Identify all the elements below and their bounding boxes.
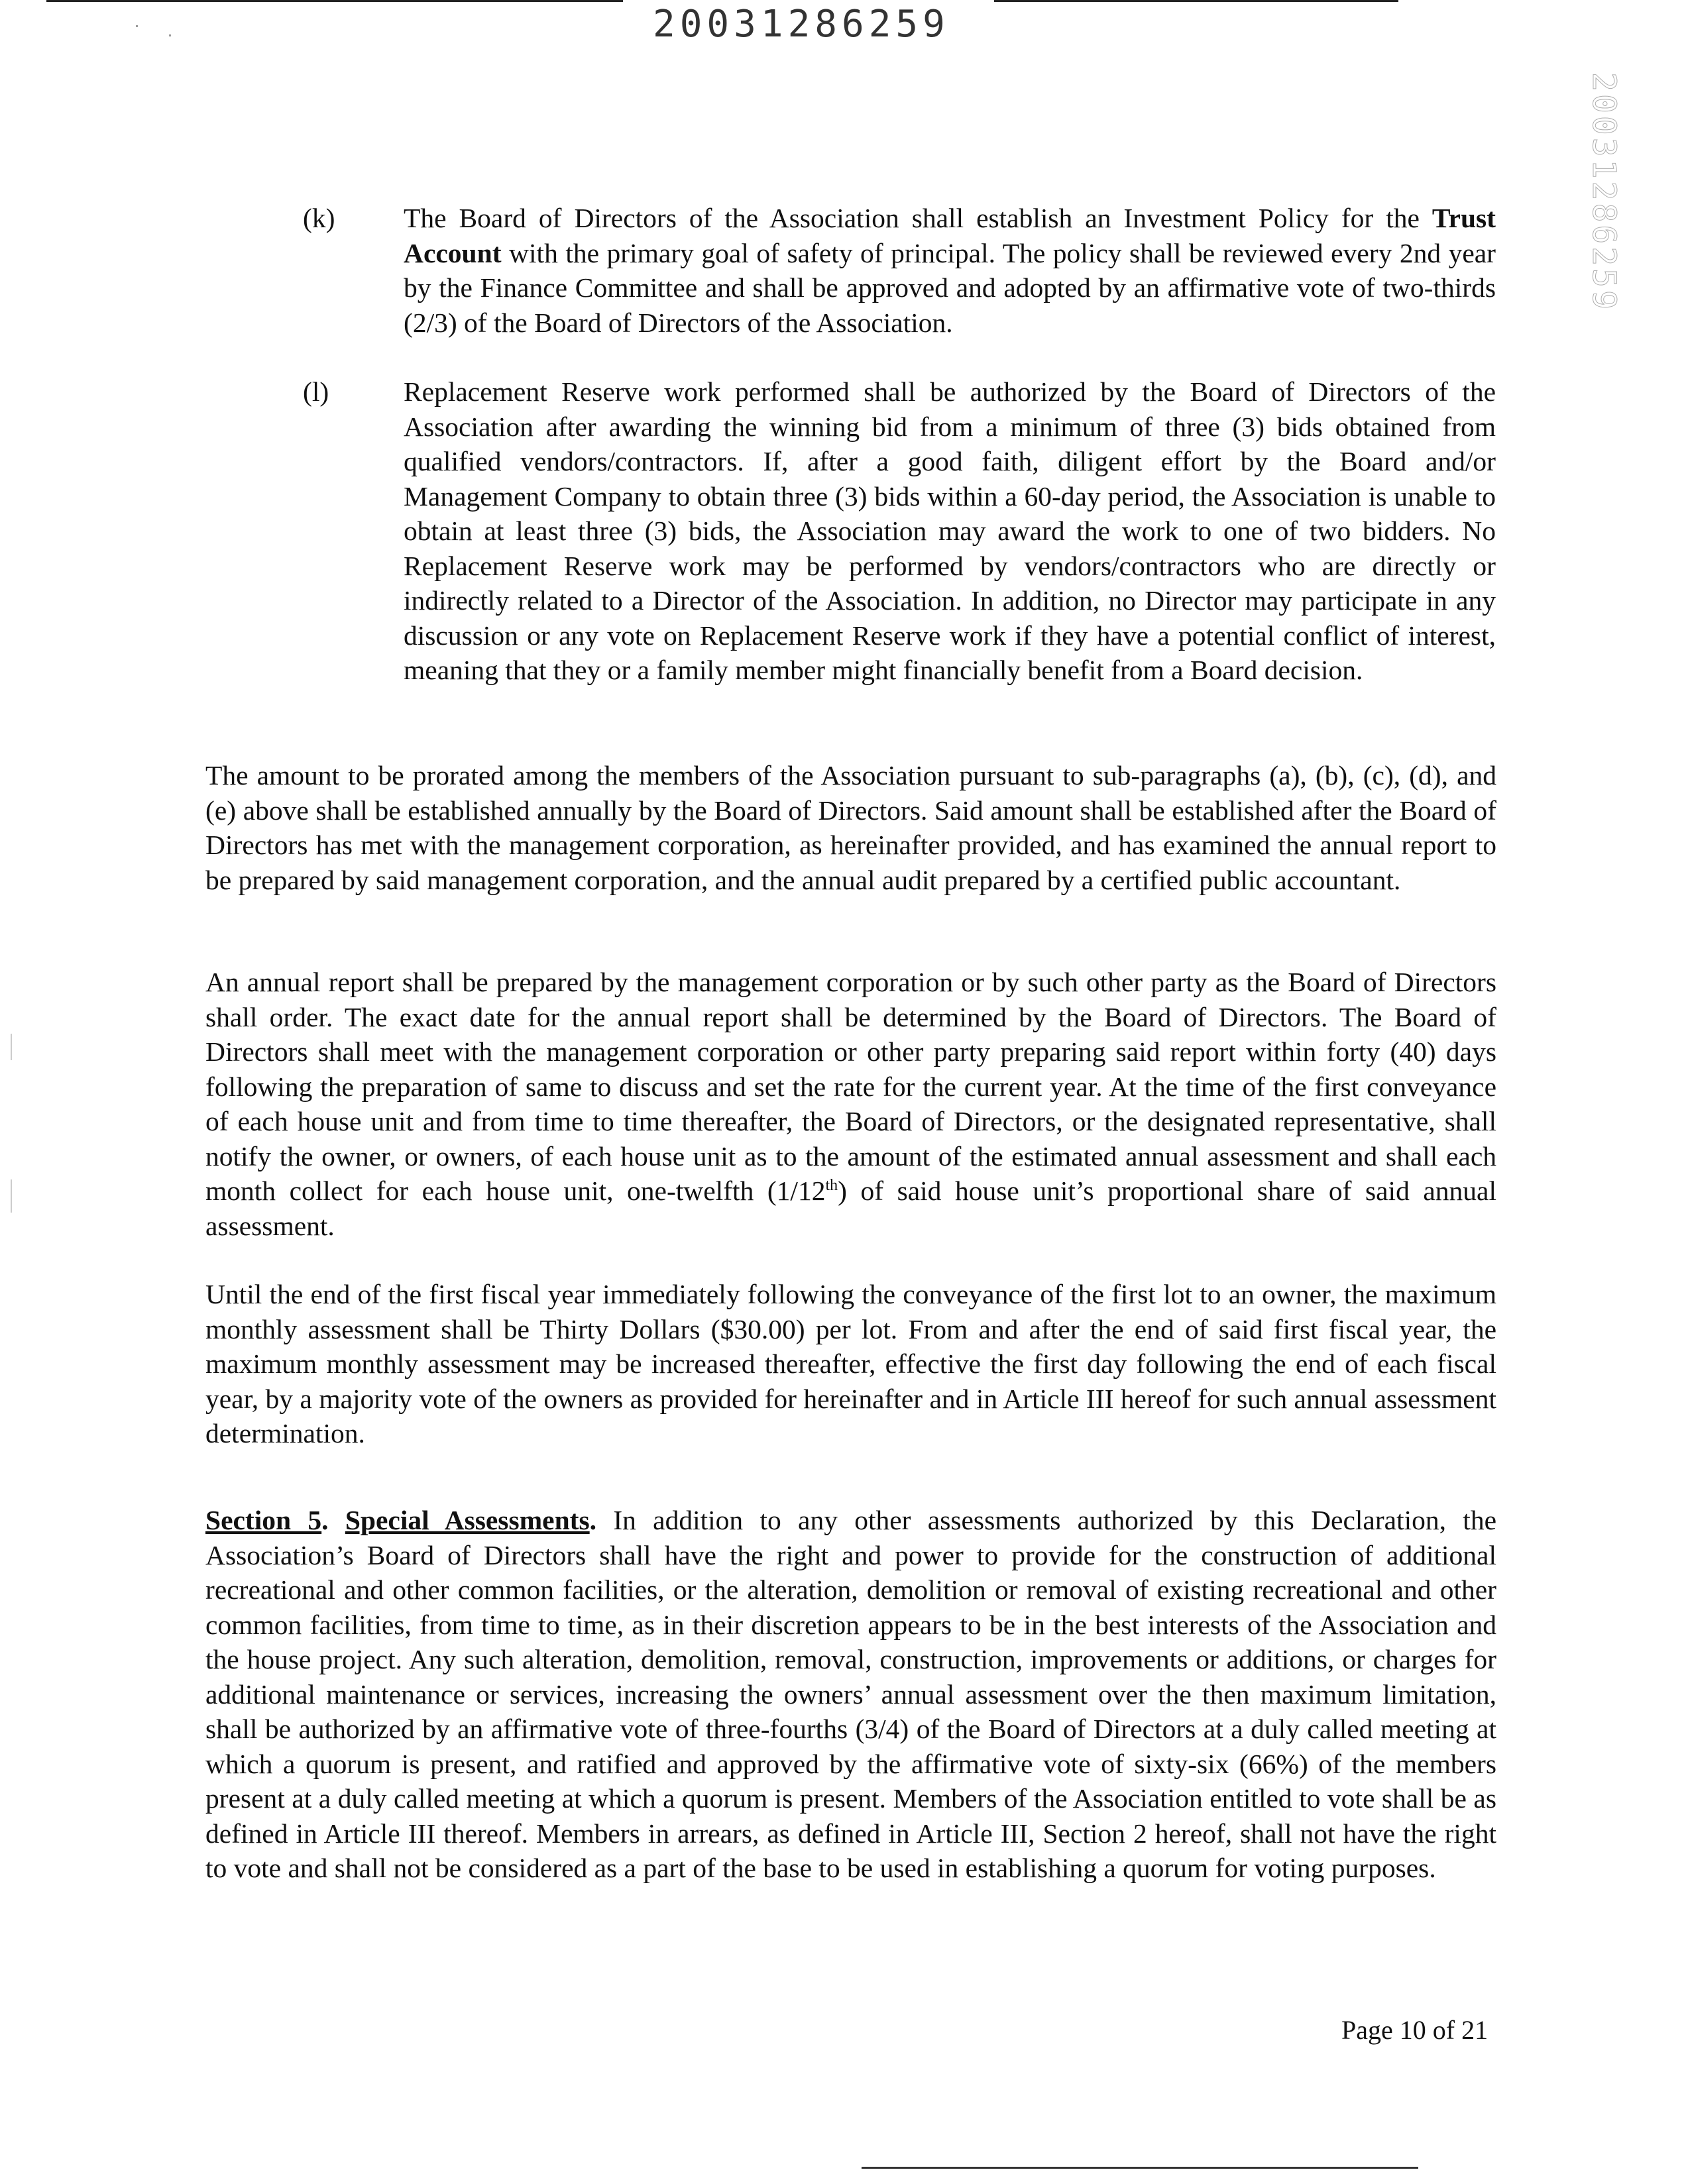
top-rule-right <box>994 0 1398 2</box>
page-number: Page 10 of 21 <box>1341 2015 1489 2045</box>
fiscal-year-paragraph: Until the end of the first fiscal year immediately following the conveyance of the first lot to an owner, the maximum monthly assessment shall be Thirty Dollars ($30.00) per lot. From and after the end of said first fiscal year, the maximum monthly assessment may be increased thereafter, effective the first day following the end of each fiscal year, by a majority vote of the owners as provided for hereinafter and in Article III hereof for such annual assessment determination. <box>205 1279 1496 1448</box>
bottom-rule <box>862 2167 1418 2169</box>
scan-speck <box>11 1034 12 1060</box>
item-marker: (k) <box>303 203 335 233</box>
section-number: Section 5 <box>205 1505 322 1535</box>
annual-report-text: An annual report shall be prepared by the management corporation or by such other party as the Board of Directors shall order. The exact date for the annual report shall be determined by the Board of Directors. The Board of Directors shall meet with the management corporation or other party preparing said report within forty (40) days following the preparation of same to discuss and set the rate for the current year. At the time of the first conveyance of each house unit and from time to time thereafter, the Board of Directors, or the designated representative, shall notify the owner, or owners, of each house unit as to the amount of the estimated annual assessment and shall each month collect for each house unit, one-twelfth (1/12 <box>205 967 1496 1206</box>
list-item-k <box>303 201 1496 341</box>
section-5-paragraph <box>205 1503 1496 1886</box>
section-title-end: . <box>589 1505 597 1535</box>
proration-paragraph: The amount to be prorated among the members of the Association pursuant to sub-paragraphs (a), (b), (c), (d), and (e) above shall be established annually by the Board of Directors. Said amount shall be established after the Board of Directors has met with the management corporation, as hereinafter provided, and has examined the annual report to be prepared by said management corporation, and the annual audit prepared by a certified public accountant. <box>205 760 1496 895</box>
item-text: with the primary goal of safety of principal. The policy shall be reviewed every 2nd year by the Finance Committee and shall be approved and adopted by an affirmative vote of two-thirds (2/3) of the Board of Directors of the Association. <box>404 237 1496 338</box>
item-marker: (l) <box>303 376 329 407</box>
list-item-l <box>303 374 1496 726</box>
item-body <box>404 201 1496 340</box>
annual-report-text-end: ) of said house unit’s proportional share of said annual assessment. <box>205 1175 1496 1241</box>
item-text: The Board of Directors of the Association shall establish an Investment Policy for the <box>404 203 1432 233</box>
scan-speck <box>136 25 138 27</box>
annual-report-paragraph <box>205 965 1496 1243</box>
section-title: Special Assessments <box>345 1505 590 1535</box>
document-number: 20031286259 <box>653 3 950 46</box>
scan-speck <box>11 1179 12 1213</box>
item-body: Replacement Reserve work performed shall be authorized by the Board of Directors of the Association after awarding the winning bid from a minimum of three (3) bids obtained from qualified vendors/contractors. If, after a good faith, diligent effort by the Board and/or Management Company to obtain three (3) bids within a 60-day period, the Association is unable to obtain at least three (3) bids, the Association may award the work to one of two bidders. No Replacement Reserve work may be performed by vendors/contractors who are directly or indirectly related to a Director of the Association. In addition, no Director may participate in any discussion or any vote on Replacement Reserve work if they have a potential conflict of interest, meaning that they or a family member might financially benefit from a Board decision. <box>404 376 1496 685</box>
section-text: In addition to any other assessments authorized by this Declaration, the Association’s Board of Directors shall have the right and power to provide for the construction of additional recreational and other common facilities, or the alteration, demolition or removal of existing recreational and other common facilities, from time to time, as in their discretion appears to be in the best interests of the Association and the house project. Any such alteration, demolition, removal, construction, improvements or additions, or charges for additional maintenance or services, increasing the owners’ annual assessment over the then maximum limitation, shall be authorized by an affirmative vote of three-fourths (3/4) of the Board of Directors at a duly called meeting at which a quorum is present, and ratified and approved by the affirmative vote of sixty-six (66%) of the members present at a duly called meeting at which a quorum is present. Members of the Association entitled to vote shall be as defined in Article III thereof. Members in arrears, as defined in Article III, Section 2 hereof, shall not have the right to vote and shall not be considered as a part of the base to be used in establishing a quorum for voting purposes. <box>205 1505 1497 1883</box>
trust-account-term: Trust Account <box>404 203 1496 268</box>
section-separator: . <box>321 1505 345 1535</box>
side-stamp-text: 20031286259 <box>1585 72 1622 312</box>
scan-speck <box>169 34 171 36</box>
side-stamp <box>1581 72 1627 312</box>
ordinal-suffix: th <box>825 1177 838 1195</box>
top-rule-left <box>46 0 623 2</box>
